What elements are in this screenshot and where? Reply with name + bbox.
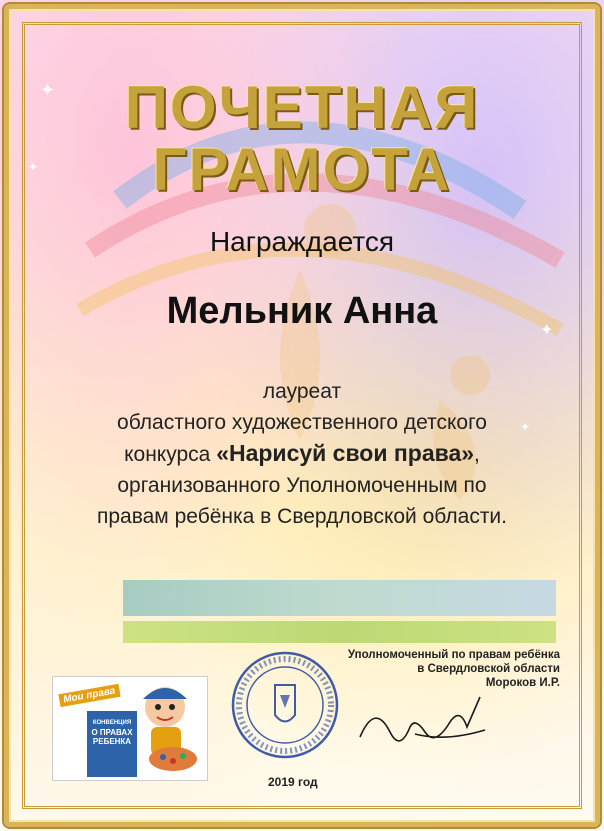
awarded-label: Награждается [209, 226, 395, 257]
official-stamp [230, 650, 340, 760]
year-label: 2019 год [268, 775, 318, 789]
description-line-4: организованного Уполномоченным по [117, 474, 487, 497]
decorative-bar-teal [123, 580, 556, 616]
recipient-name: Мельник Анна [166, 290, 438, 332]
handwritten-signature [355, 692, 495, 762]
contest-prefix: конкурса [124, 443, 217, 466]
decorative-bar-green [123, 621, 556, 643]
title-line-2: ГРАМОТА [152, 136, 452, 203]
sparkle-icon: ✦ [540, 320, 554, 339]
award-description [40, 376, 564, 532]
convention-logo [52, 676, 208, 781]
book-line-3: РЕБЕНКА [92, 737, 132, 746]
signatory-line-3: Мороков И.Р. [485, 677, 560, 689]
description-line-1: лауреат [262, 380, 342, 403]
contest-suffix: , [474, 443, 480, 466]
description-line-5: правам ребёнка в Свердловской области. [96, 505, 508, 528]
sparkle-icon: ✦ [28, 160, 39, 174]
sparkle-icon: ✦ [520, 420, 531, 434]
contest-name: «Нарисуй свои права» [216, 440, 475, 466]
signatory-line-2: в Свердловской области [417, 663, 560, 675]
sparkle-icon: ✦ [40, 80, 56, 101]
description-line-2: областного художественного детского [117, 411, 487, 434]
logo-tag: Мои права [58, 684, 120, 707]
signatory-line-1: Уполномоченный по правам ребёнка [347, 649, 560, 661]
convention-book-icon [87, 711, 137, 777]
title-line-1: ПОЧЕТНАЯ [124, 74, 480, 141]
book-line-1: КОНВЕНЦИЯ [92, 720, 132, 726]
book-line-2: О ПРАВАХ [91, 728, 133, 737]
description-line-3 [40, 438, 564, 470]
